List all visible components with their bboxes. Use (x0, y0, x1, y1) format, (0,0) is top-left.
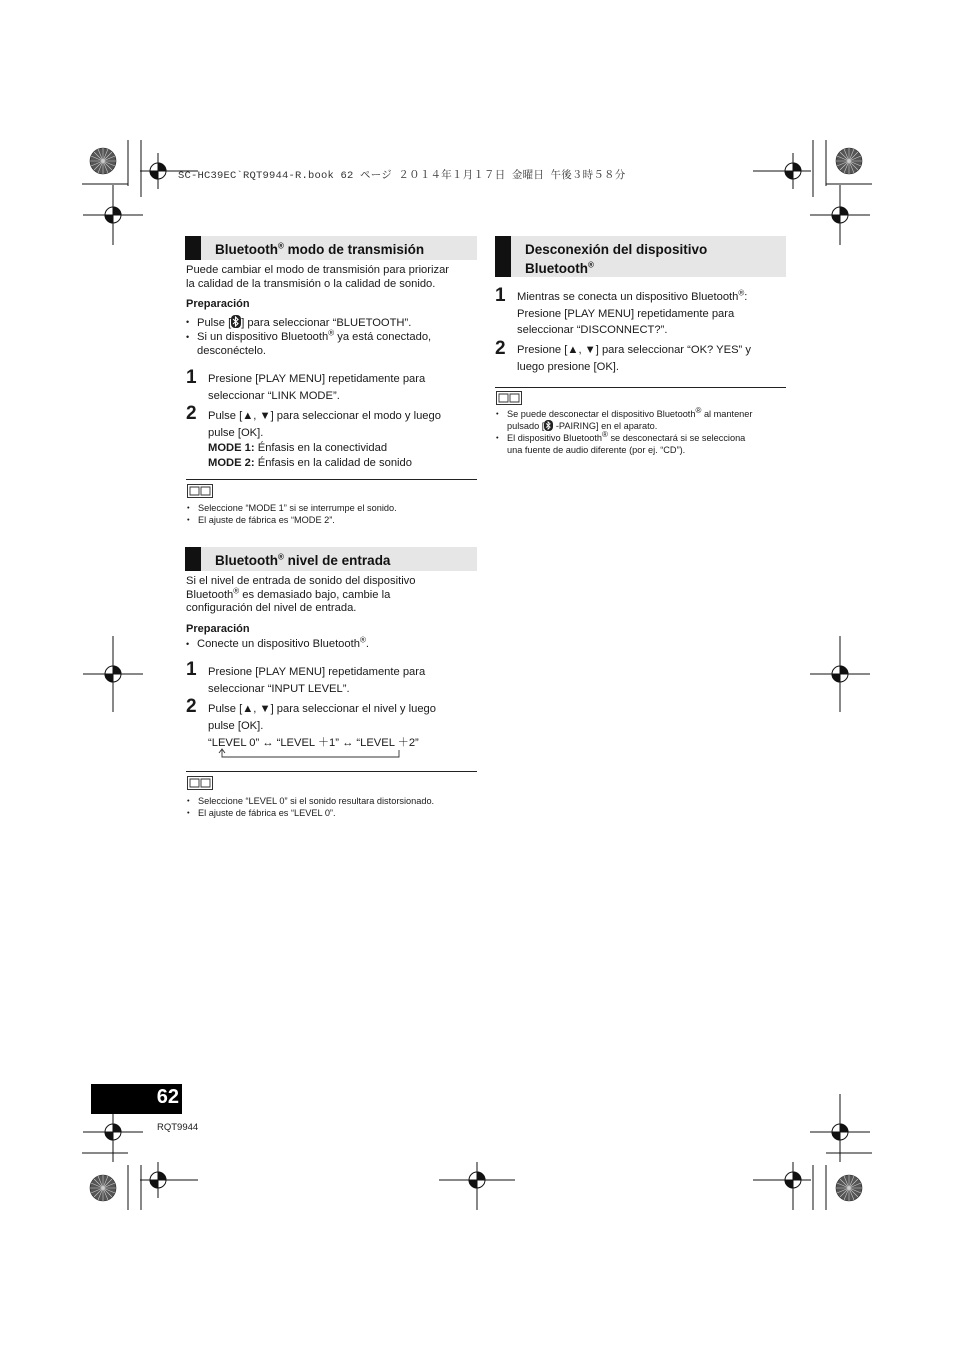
step-text: Presione [PLAY MENU] repetidamente para seleccionar “INPUT LEVEL”. (208, 666, 426, 695)
bullet-icon: • (186, 332, 190, 342)
step-text: Mientras se conecta un dispositivo Bluetooth®: Presione [PLAY MENU] repetidamente para seleccionar “DISCONNECT?”. (517, 288, 748, 336)
level-cycle: “LEVEL 0” ↔ “LEVEL ＋1” ↔ “LEVEL ＋2” (208, 737, 419, 749)
heading-bar (185, 236, 201, 260)
bullet-icon: • (186, 317, 190, 327)
intro-paragraph: Puede cambiar el modo de transmisión para priorizar la calidad de la transmisión o la calidad de sonido. (186, 264, 450, 290)
bullet-icon: • (186, 639, 190, 649)
bullet-icon: • (187, 808, 190, 817)
model-code: RQT9944 (157, 1122, 199, 1133)
bullet-icon: • (496, 409, 499, 418)
bluetooth-icon (544, 420, 553, 431)
bullet-icon: • (187, 515, 190, 524)
heading-title: Bluetooth® modo de transmisión (215, 241, 425, 257)
list-item: • Conecte un dispositivo Bluetooth®. (186, 635, 369, 650)
bullet-icon: • (187, 796, 190, 805)
step-number: 1 (186, 659, 197, 680)
list-item: • Si un dispositivo Bluetooth® ya está conectado, desconéctelo. (186, 328, 432, 357)
step-text: Pulse [▲, ▼] para seleccionar el modo y luego pulse [OK]. (208, 410, 441, 439)
page-number: 62 (156, 1086, 179, 1108)
step-text: Presione [PLAY MENU] repetidamente para seleccionar “LINK MODE”. (208, 373, 426, 402)
notes-divider (186, 771, 477, 772)
heading-bar (185, 547, 201, 571)
notes-divider (495, 387, 786, 388)
intro-paragraph: Si el nivel de entrada de sonido del dispositivo Bluetooth® es demasiado bajo, cambie la configuración del nivel de entrada. (186, 575, 416, 614)
step-number: 1 (495, 285, 506, 306)
section-heading-transmission-mode (185, 236, 477, 260)
section-heading-input-level (185, 547, 477, 571)
preparation-label: Preparación (186, 298, 250, 310)
preparation-label: Preparación (186, 623, 250, 635)
bluetooth-icon (231, 315, 241, 328)
cycle-return-arrow (216, 748, 406, 760)
open-book-icon (187, 776, 213, 790)
bullet-icon: • (187, 503, 190, 512)
step-number: 2 (186, 403, 197, 424)
notes-divider (186, 479, 477, 480)
step-number: 1 (186, 367, 197, 388)
step-number: 2 (495, 338, 506, 359)
section-heading-disconnect (495, 236, 786, 277)
page-number-box (91, 1084, 182, 1114)
list-item: • Pulse [ ] para seleccionar “BLUETOOTH”. (186, 317, 412, 329)
open-book-icon (496, 391, 522, 405)
heading-title: Bluetooth® nivel de entrada (215, 552, 391, 568)
step-text: Pulse [▲, ▼] para seleccionar el nivel y luego pulse [OK]. (208, 703, 436, 732)
open-book-icon (187, 484, 213, 498)
heading-bar (495, 236, 511, 277)
step-text: Presione [▲, ▼] para seleccionar “OK? YES” y luego presione [OK]. (517, 344, 751, 373)
print-job-header: SC-HC39EC`RQT9944-R.book 62 ページ ２０１４年１月１７日 金曜日 午後３時５８分 (178, 170, 626, 182)
bullet-icon: • (496, 433, 499, 442)
step-number: 2 (186, 696, 197, 717)
mode-list: MODE 1: Énfasis en la conectividad MODE 2: Énfasis en la calidad de sonido (208, 442, 412, 469)
heading-title: Desconexión del dispositivo Bluetooth® (525, 242, 708, 276)
